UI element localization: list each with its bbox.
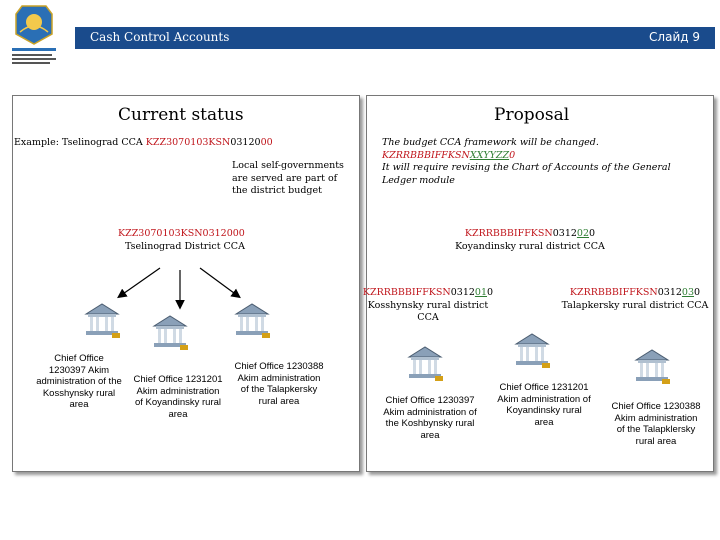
- building-icon: [232, 300, 272, 340]
- koyandinsky-name: Koyandinsky rural district CCA: [455, 240, 605, 252]
- kosshynsky-code-red: KZRRBBBIFFKSN: [362, 287, 451, 298]
- kosshynsky-name: Kosshynsky rural district CCA: [367, 299, 489, 323]
- office-talapklersky-proposal: Chief Office 1230388 Akim administration of the Talapklersky rural area: [611, 401, 701, 447]
- koyandinsky-district-cca: [430, 228, 630, 253]
- office-kosshynsky-current: Chief Office 1230397 Akim administration of the Kosshynsky rural area: [36, 353, 122, 410]
- proposal-code-line: [382, 150, 702, 163]
- proposal-line-3: It will require revising the Chart of Accounts of the General Ledger module: [382, 162, 671, 186]
- office-koshbynsky-proposal: Chief Office 1230397 Akim administration of the Koshbynsky rural area: [383, 395, 477, 441]
- building-icon: [512, 330, 552, 370]
- building-icon: [82, 300, 122, 340]
- talapkersky-district-cca: [560, 287, 710, 312]
- proposal-code-green: XXYYZZ: [469, 149, 510, 161]
- local-self-governments-note: Local self-governments are served are part of the district budget: [232, 160, 344, 196]
- slide-number: Слайд 9: [649, 30, 700, 44]
- koyandinsky-code-end: 0: [589, 228, 596, 239]
- building-icon: [405, 343, 445, 383]
- koyandinsky-code-green: 02: [576, 228, 590, 239]
- kosshynsky-code-end: 0: [487, 287, 494, 298]
- kosshynsky-code-green: 01: [474, 287, 488, 298]
- building-icon: [632, 346, 672, 386]
- talapkersky-code-green: 03: [681, 287, 695, 298]
- proposal-code-red: KZRRBBBIFFKSN: [382, 149, 470, 161]
- proposal-title: Proposal: [494, 105, 570, 125]
- office-koyandinsky-proposal: Chief Office 1231201 Akim administration of Koyandinsky rural area: [497, 382, 591, 428]
- koyandinsky-code-red: KZRRBBBIFFKSN: [464, 228, 553, 239]
- proposal-description: [382, 137, 702, 187]
- example-line: [14, 137, 273, 150]
- talapkersky-name: Talapkersky rural district CCA: [561, 299, 709, 311]
- office-koyandinsky-current: Chief Office 1231201 Akim administration of Koyandinsky rural area: [133, 374, 223, 420]
- current-status-title: Current status: [118, 105, 244, 125]
- building-icon: [150, 312, 190, 352]
- koyandinsky-code-mid: 0312: [552, 228, 577, 239]
- talapkersky-code-mid: 0312: [657, 287, 682, 298]
- office-talapkersky-current: Chief Office 1230388 Akim administration of the Talapkersky rural area: [234, 361, 324, 407]
- talapkersky-code-red: KZRRBBBIFFKSN: [569, 287, 658, 298]
- proposal-line-1: The budget CCA framework will be changed.: [382, 137, 599, 148]
- district-name: Tselinograd District CCA: [125, 241, 245, 252]
- kosshynsky-code-mid: 0312: [450, 287, 475, 298]
- talapkersky-code-end: 0: [694, 287, 701, 298]
- ministry-emblem-icon: [4, 2, 64, 68]
- kosshynsky-district-cca: [360, 287, 496, 325]
- proposal-code-tail: 0: [509, 149, 516, 161]
- example-prefix: Example: Tselinograd CCA: [14, 137, 146, 148]
- header-title: Cash Control Accounts: [90, 30, 230, 44]
- example-code-red-tail: 00: [260, 137, 273, 148]
- example-code-black: 03120: [230, 137, 261, 148]
- example-code-red: KZZ3070103KSN: [145, 137, 231, 148]
- district-code: KZZ3070103KSN0312000: [118, 228, 245, 239]
